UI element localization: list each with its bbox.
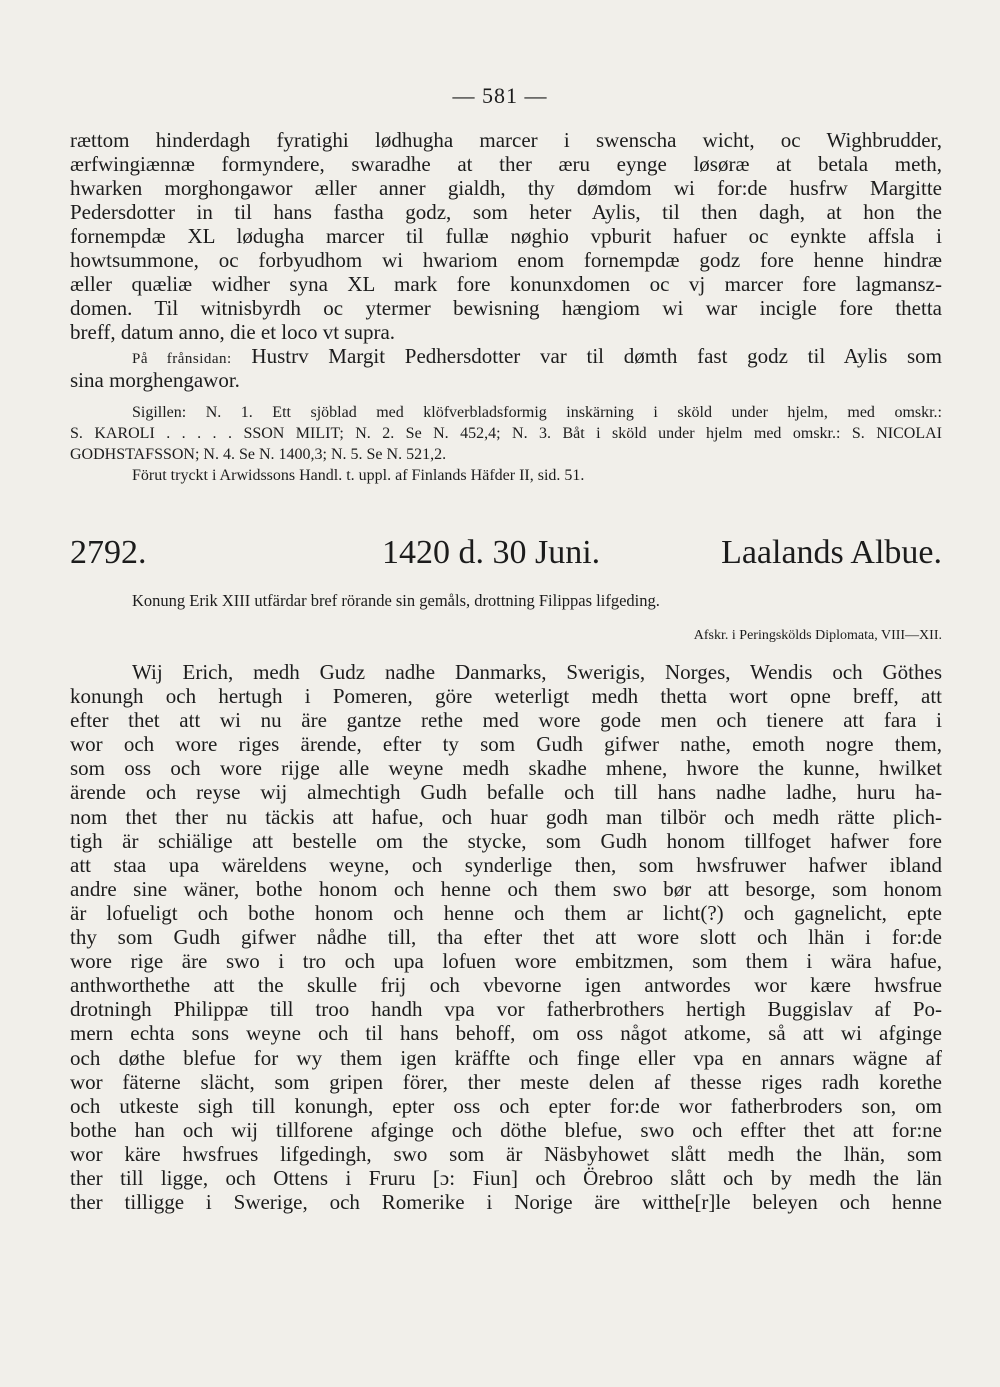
text-line: howtsummone, oc forbyudhom wi hwariom enom fornempdæ godz fore henne hindræ xyxy=(70,248,942,272)
text-line: æller quæliæ widher syna XL mark fore konunxdomen oc vj marcer fore lagmansz- xyxy=(70,272,942,296)
text-line: drotningh Philippæ till troo handh vpa vor fatherbrothers hertigh Buggislav af Po- xyxy=(70,997,942,1022)
text-line: wor käre hwsfrues lifgedingh, swo som är Näsbyhowet slått medh the lhän, som xyxy=(70,1141,942,1166)
reverse-side-text: Hustrv Margit Pedhersdotter var til dømth fast godz til Aylis som xyxy=(251,344,943,368)
text-line: ther tilligge i Swerige, och Romerike i Norige äre witthe[r]le beleyen och henne xyxy=(70,1190,942,1215)
text-line: och utkeste sigh till konungh, epter oss och epter for:de wor fatherbroders son, om xyxy=(70,1093,942,1118)
text-line: ærfwingiænnæ formyndere, swaradhe at ther æru eynge løsøræ at betala meth, xyxy=(70,152,942,176)
text-line: ther till ligge, och Ottens i Fruru [ɔ: Fiun] och Örebroo slått och by medh the län xyxy=(70,1165,942,1190)
charter-text xyxy=(70,660,942,1214)
note-line: GODHSTAFSSON; N. 4. Se N. 1400,3; N. 5. Se N. 521,2. xyxy=(70,446,447,463)
entry-header xyxy=(70,534,942,574)
entry-number: 2792. xyxy=(70,534,147,571)
text-line: hwarken morghongawor æller anner gialdh, thy dømdom wi for:de husfrw Margitte xyxy=(70,176,942,200)
text-line: att staa upa wäreldens weyne, och synderlige then, som hwsfruwer hafwer ibland xyxy=(70,852,942,877)
text-line: fornempdæ XL lødugha marcer til fullæ nøghio vpburit hafuer oc eynkte affsla i xyxy=(70,224,942,248)
text-line: andre sine wäner, bothe honom och henne och them swo bør att besorge, som honom xyxy=(70,876,942,901)
text-line: rættom hinderdagh fyratighi lødhugha marcer i swenscha wicht, oc Wighbrudder, xyxy=(70,128,942,152)
text-line: Wij Erich, medh Gudz nadhe Danmarks, Swerigis, Norges, Wendis och Göthes xyxy=(132,660,942,684)
entry-summary: Konung Erik XIII utfärdar bref rörande sin gemåls, drottning Filippas lifgeding. xyxy=(132,591,660,610)
reverse-side-line xyxy=(70,344,942,368)
text-line: breff, datum anno, die et loco vt supra. xyxy=(70,320,396,344)
entry-date: 1420 d. 30 Juni. xyxy=(382,534,601,571)
text-line: efter thet att wi nu äre gantze rethe med wore gode men och tienere att fara i xyxy=(70,708,942,733)
text-line: tigh är schiälige att bestelle om the stycke, som Gudh honom tillfoget hafwer fore xyxy=(70,828,942,853)
note-line: Förut tryckt i Arwidssons Handl. t. uppl. af Finlands Häfder II, sid. 51. xyxy=(132,467,585,484)
seal-notes xyxy=(70,402,942,486)
entry-source: Afskr. i Peringskölds Diplomata, VIII—XII. xyxy=(693,628,942,643)
text-line: ärende och reyse wij almechtigh Gudh befalle och till hans nadhe ladhe, huru ha- xyxy=(70,780,942,805)
reverse-side-label: På frånsidan: xyxy=(132,351,232,367)
text-line: är lofueligt och bothe honom och henne och them ar licht(?) och gagnelicht, epte xyxy=(70,900,942,925)
text-line: nom thet ther nu täckis att hafue, och huar godh man tilbör och medh rätte plich- xyxy=(70,804,942,829)
text-line: konungh och hertugh i Pomeren, göre weterligt medh thetta wort opne breff, att xyxy=(70,684,942,709)
text-line: domen. Til witnisbyrdh oc ytermer bewisning hængiom wi war incigle fore thetta xyxy=(70,296,942,320)
text-line: som oss och wore rijge alle weyne medh skadhe mhene, hwore the kunne, hwilket xyxy=(70,756,942,781)
text-line: wore rige äre swo i tro och upa lofuen wore embitzmen, som them i wära hafue, xyxy=(70,949,942,974)
text-line: Pedersdotter in til hans fastha godz, som heter Aylis, til then dagh, at hon the xyxy=(70,200,942,224)
entry-place: Laalands Albue. xyxy=(721,534,942,571)
text-line: anthworthethe att the skulle frij och vbevorne igen antwordes wor kære hwsfrue xyxy=(70,973,942,998)
text-line: wor och wore riges ärende, efter ty som Gudh gifwer nathe, emoth nogre them, xyxy=(70,732,942,757)
text-line: mern echta sons weyne och til hans behoff, om oss något atkome, så att wi afginge xyxy=(70,1021,942,1046)
note-line: Sigillen: N. 1. Ett sjöblad med klöfverbladsformig inskärning i sköld under hjelm, med omskr.: xyxy=(132,404,942,421)
text-line: sina morghengawor. xyxy=(70,368,240,392)
text-line: thy som Gudh gifwer nådhe till, tha efter thet att wore slott och lhän i for:de xyxy=(70,925,942,950)
text-line: wor fäterne slächt, som gripen förer, ther meste delen af thesse riges radh korethe xyxy=(70,1069,942,1094)
note-line: S. KAROLI . . . . . SSON MILIT; N. 2. Se N. 452,4; N. 3. Båt i sköld under hjelm med omskr.: S. NICOLAI xyxy=(70,425,942,442)
text-line: bothe han och wij tillforene afginge och döthe blefue, swo och effter thet att for:ne xyxy=(70,1117,942,1142)
text-line: och døthe blefue for wy them igen kräffte och finge eller vpa en annars wägne af xyxy=(70,1045,942,1070)
reverse-side-note xyxy=(70,344,942,392)
page-number: — 581 — xyxy=(452,83,548,108)
previous-entry-text xyxy=(70,128,942,344)
